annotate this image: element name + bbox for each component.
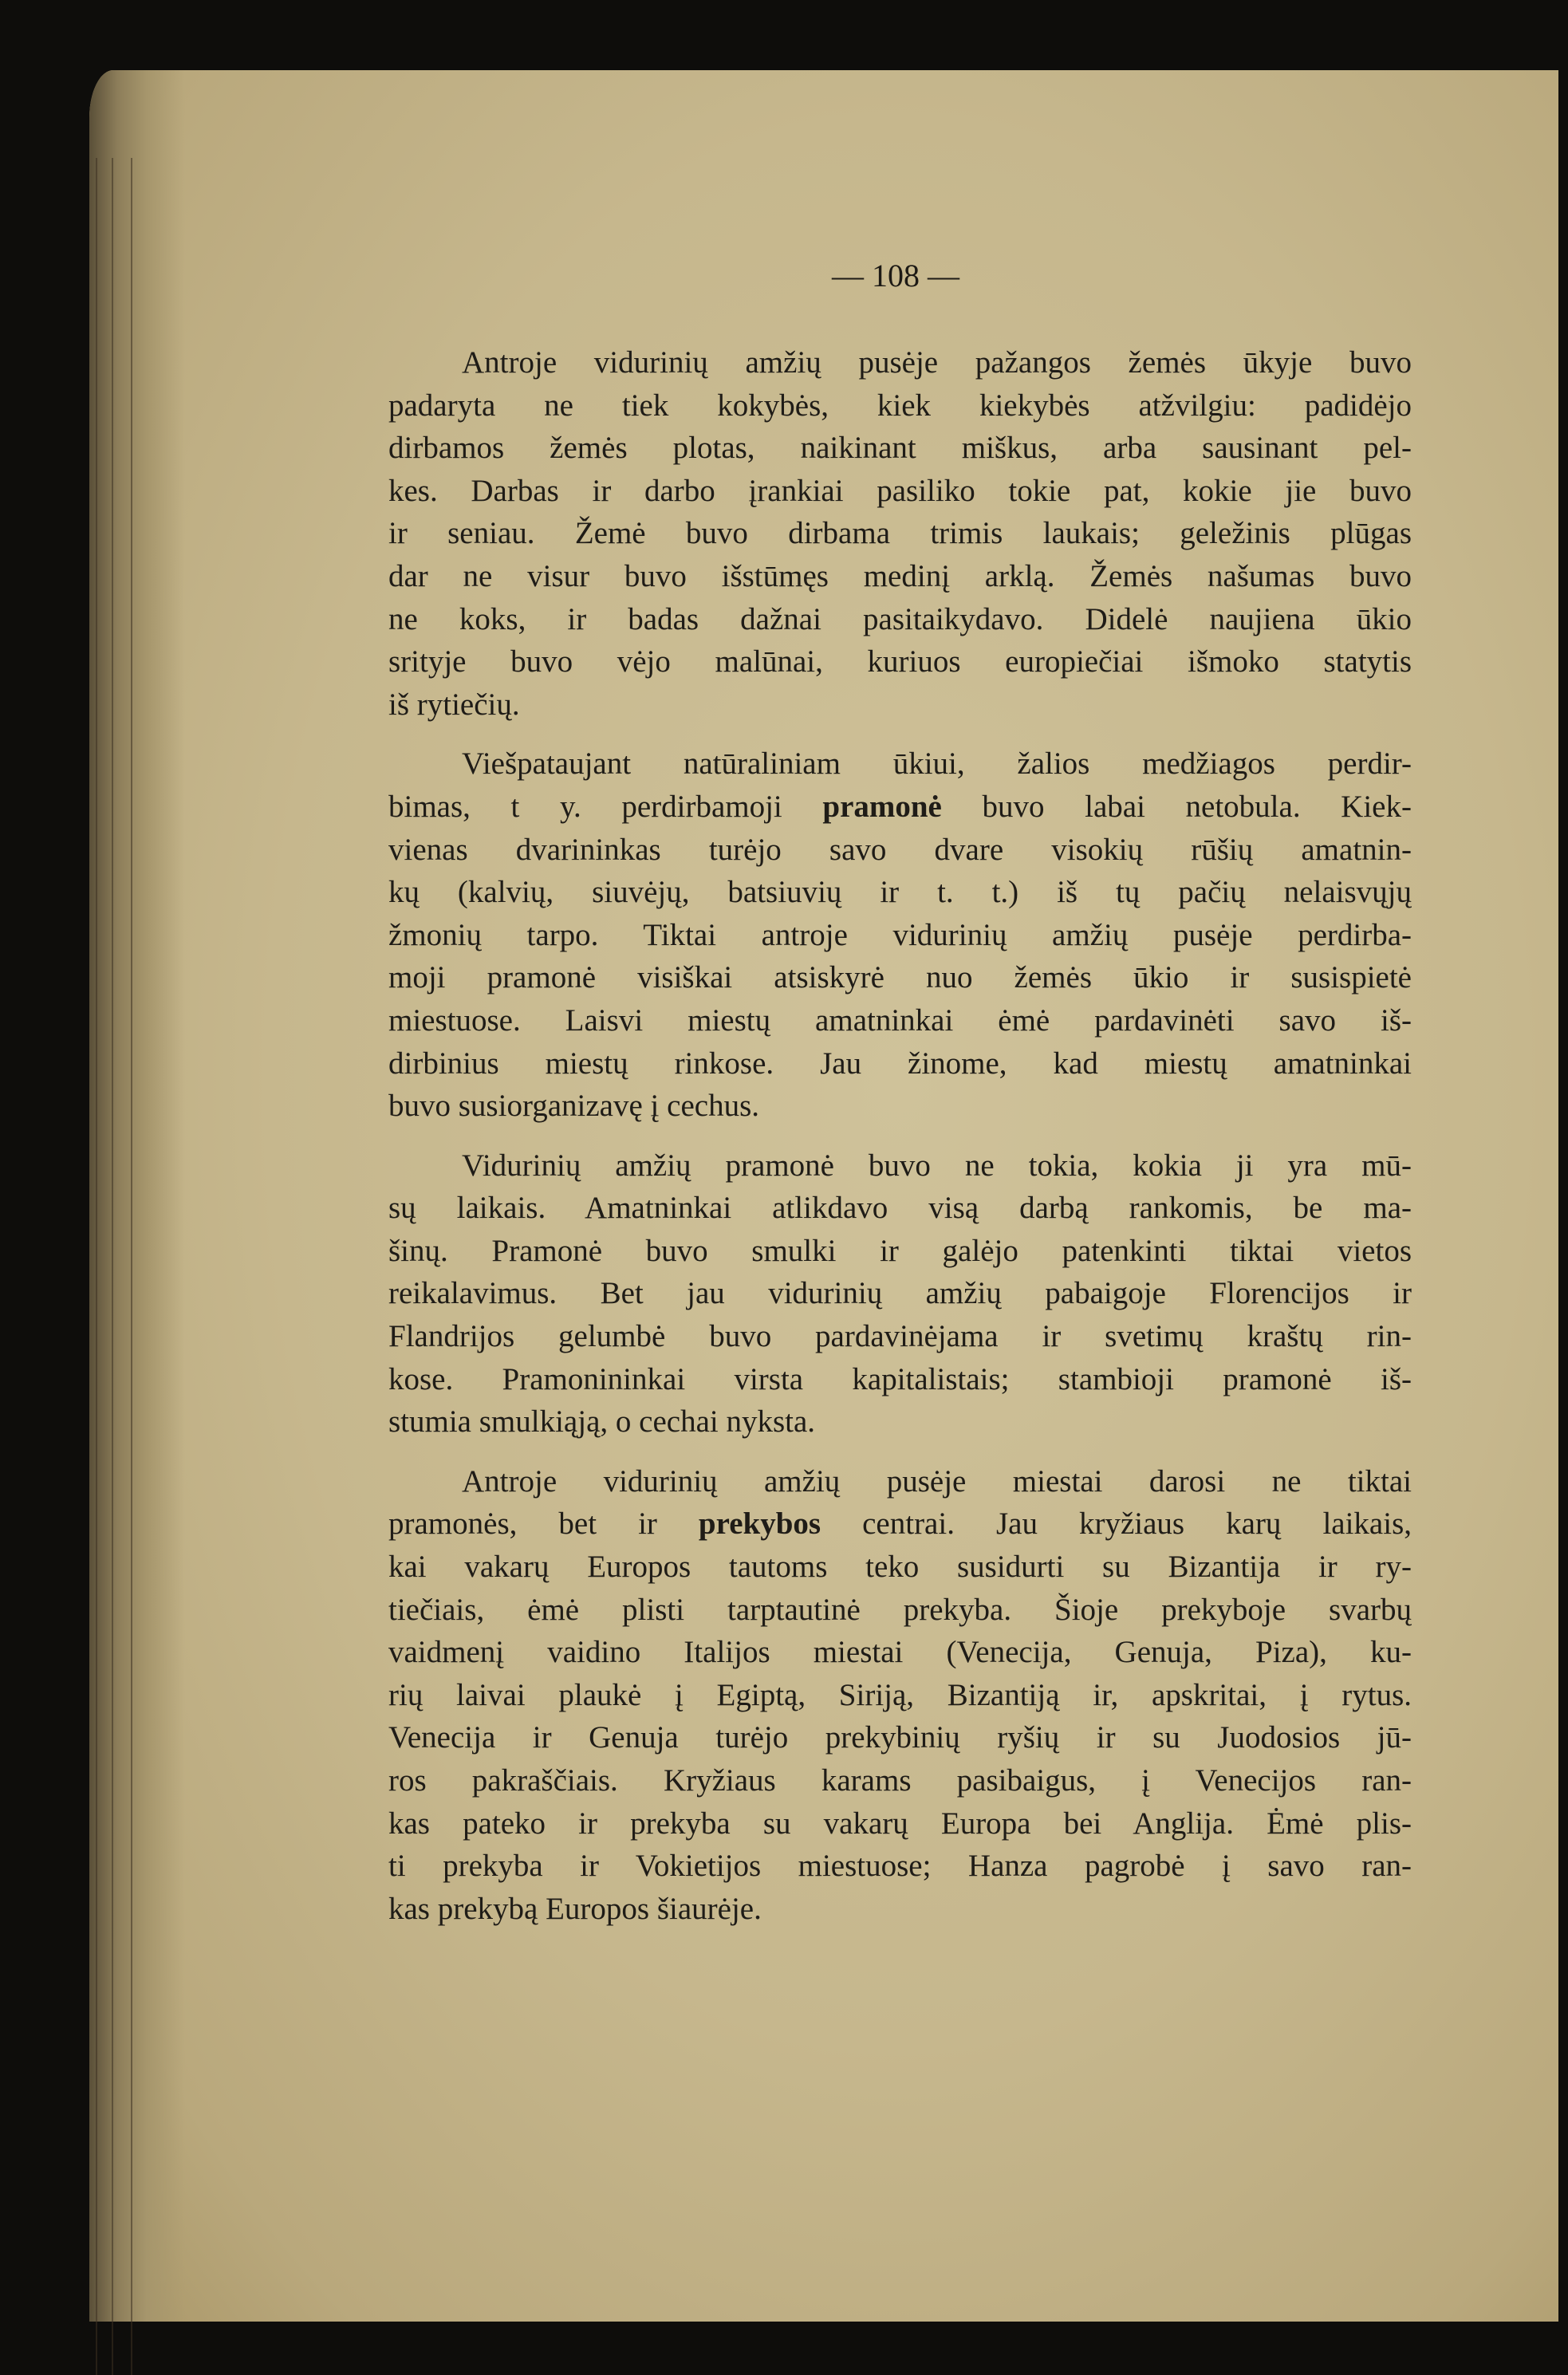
text-line: ti prekyba ir Vokietijos miestuose; Hanza pagrobė į savo ran- <box>388 1849 1412 1884</box>
text-line <box>388 786 1412 829</box>
text-segment: pramonės, bet ir <box>388 1507 699 1542</box>
text-line: Flandrijos gelumbė buvo pardavinėjama ir svetimų kraštų rin- <box>388 1319 1412 1354</box>
text-segment: centrai. Jau kryžiaus karų laikais, <box>821 1507 1412 1542</box>
paragraph <box>388 1144 1412 1444</box>
spine-edge-line <box>96 158 97 2375</box>
text-line: reikalavimus. Bet jau vidurinių amžių pabaigoje Florencijos ir <box>388 1276 1412 1311</box>
text-line: ir seniau. Žemė buvo dirbama trimis laukais; geležinis plūgas <box>388 516 1412 551</box>
paragraph <box>388 742 1412 1127</box>
text-line: dar ne visur buvo išstūmęs medinį arklą. Žemės našumas buvo <box>388 558 1412 593</box>
text-line: miestuose. Laisvi miestų amatninkai ėmė pardavinėti savo iš- <box>388 1002 1412 1038</box>
text-line: srityje buvo vėjo malūnai, kuriuos europiečiai išmoko statytis <box>388 644 1412 679</box>
text-line: kai vakarų Europos tautoms teko susidurti su Bizantija ir ry- <box>388 1550 1412 1585</box>
text-line: tiečiais, ėmė plisti tarptautinė prekyba. Šioje prekyboje svarbų <box>388 1592 1412 1627</box>
text-line: kes. Darbas ir darbo įrankiai pasiliko tokie pat, kokie jie buvo <box>388 473 1412 508</box>
text-line: ros pakraščiais. Kryžiaus karams pasibaigus, į Venecijos ran- <box>388 1763 1412 1798</box>
text-line: dirbinius miestų rinkose. Jau žinome, kad miestų amatninkai <box>388 1046 1412 1081</box>
page-number: — 108 — <box>832 258 959 293</box>
text-line: ne koks, ir badas dažnai pasitaikydavo. Didelė naujiena ūkio <box>388 601 1412 636</box>
text-line <box>388 1503 1412 1546</box>
book-spine-shadow <box>89 70 185 2322</box>
text-line: kų (kalvių, siuvėjų, batsiuvių ir t. t.) iš tų pačių nelaisvųjų <box>388 875 1412 910</box>
text-line: sų laikais. Amatninkai atlikdavo visą darbą rankomis, be ma- <box>388 1191 1412 1226</box>
text-line: Venecija ir Genuja turėjo prekybinių ryšių ir su Juodosios jū- <box>388 1720 1412 1755</box>
text-line: iš rytiečių. <box>388 687 520 722</box>
text-line: vaidmenį vaidino Italijos miestai (Venecija, Genuja, Piza), ku- <box>388 1635 1412 1670</box>
bold-term: pramonė <box>822 789 942 824</box>
text-line: moji pramonė visiškai atsiskyrė nuo žemės ūkio ir susispietė <box>388 960 1412 995</box>
text-line: padaryta ne tiek kokybės, kiek kiekybės atžvilgiu: padidėjo <box>388 388 1412 423</box>
text-line: dirbamos žemės plotas, naikinant miškus, arba sausinant pel- <box>388 431 1412 466</box>
spine-edge-line <box>131 158 132 2375</box>
text-line: Viešpataujant natūraliniam ūkiui, žalios medžiagos perdir- <box>462 746 1412 782</box>
text-line: Vidurinių amžių pramonė buvo ne tokia, kokia ji yra mū- <box>462 1148 1412 1183</box>
text-line: šinų. Pramonė buvo smulki ir galėjo patenkinti tiktai vietos <box>388 1233 1412 1268</box>
text-line: Antroje vidurinių amžių pusėje miestai darosi ne tiktai <box>462 1463 1412 1499</box>
text-line: rių laivai plaukė į Egiptą, Siriją, Bizantiją ir, apskritai, į rytus. <box>388 1677 1412 1712</box>
text-segment: buvo labai netobula. Kiek- <box>941 789 1412 824</box>
spine-edge-line <box>112 158 113 2375</box>
body-text <box>388 341 1412 1947</box>
text-line: stumia smulkiąją, o cechai nyksta. <box>388 1404 816 1440</box>
text-line: kas pateko ir prekyba su vakarų Europa bei Anglija. Ėmė plis- <box>388 1806 1412 1841</box>
text-line: vienas dvarininkas turėjo savo dvare visokių rūšių amatnin- <box>388 832 1412 867</box>
text-line: kose. Pramonininkai virsta kapitalistais; stambioji pramonė iš- <box>388 1361 1412 1396</box>
text-line: Antroje vidurinių amžių pusėje pažangos žemės ūkyje buvo <box>462 345 1412 380</box>
text-line: buvo susiorganizavę į cechus. <box>388 1089 759 1124</box>
text-line: žmonių tarpo. Tiktai antroje vidurinių amžių pusėje perdirba- <box>388 917 1412 952</box>
paragraph <box>388 341 1412 726</box>
text-segment: bimas, t y. perdirbamoji <box>388 789 823 824</box>
bold-term: prekybos <box>698 1507 821 1542</box>
paragraph <box>388 1460 1412 1931</box>
text-line: kas prekybą Europos šiaurėje. <box>388 1891 762 1926</box>
